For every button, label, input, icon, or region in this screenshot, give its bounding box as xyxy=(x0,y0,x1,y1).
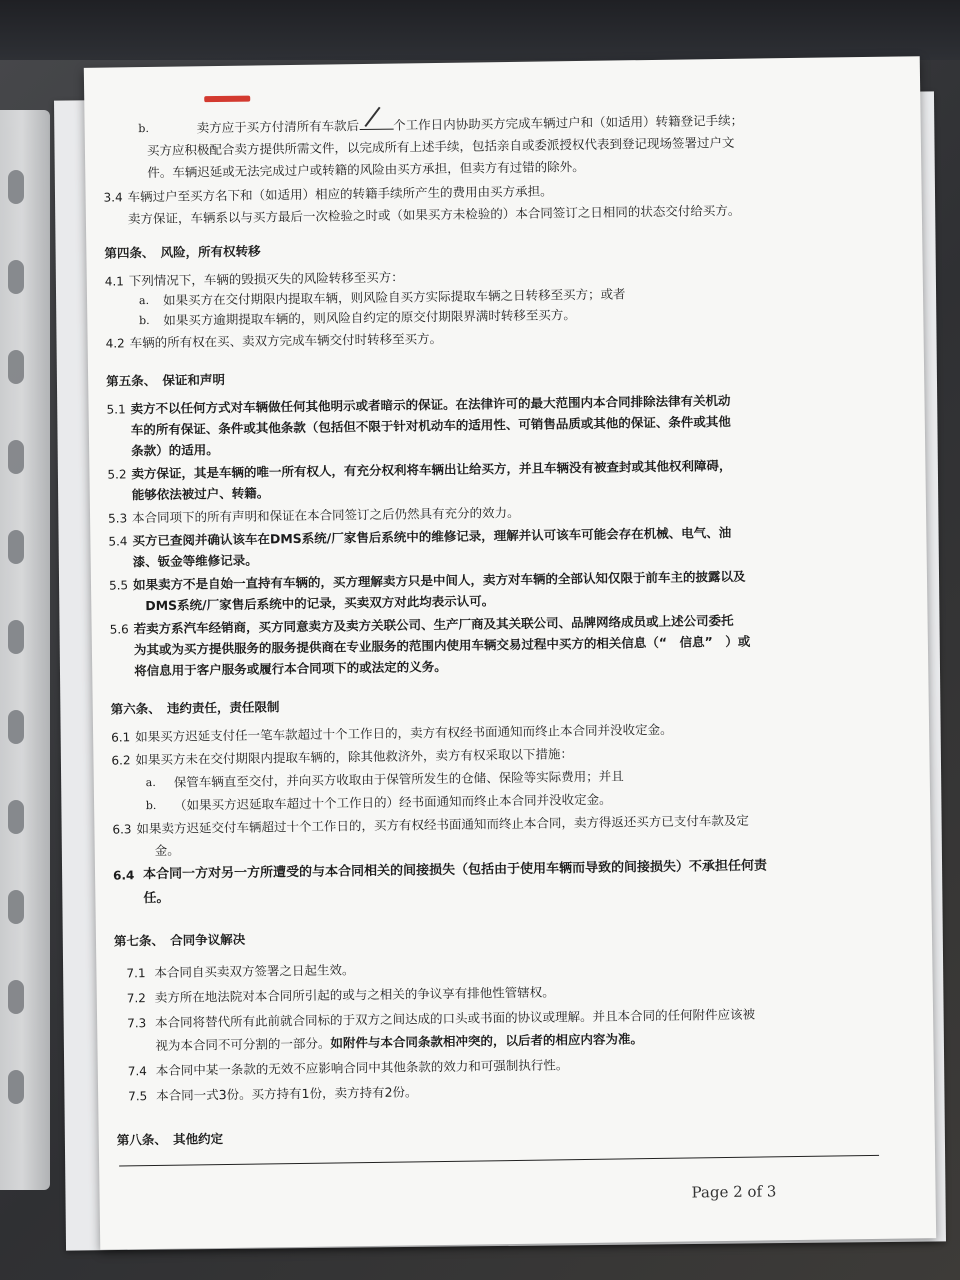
clause-text: 视为本合同不可分割的一部分。 xyxy=(155,1035,331,1053)
article-8-heading: 第八条、 其他约定 xyxy=(116,1131,224,1148)
handwritten-stroke xyxy=(364,107,380,127)
binder-hole xyxy=(8,170,24,204)
clause-text: 卖方所在地法院对本合同所引起的或与之相关的争议享有排他性管辖权。 xyxy=(154,984,555,1005)
clause-text: 卖方不以任何方式对车辆做任何其他明示或者暗示的保证。在法律许可的最大范围内本合同排除法律有关机动 xyxy=(130,392,731,417)
clause-text: 如果卖方不是自始一直持有车辆的，买方理解卖方只是中间人，卖方对车辆的全部认知仅限于前车主的披露以及 xyxy=(132,568,746,593)
clause-text: 条款）的适用。 xyxy=(131,442,219,459)
clause-number: 7.2 xyxy=(126,991,146,1006)
clause-text: 本合同一方对另一方所遭受的与本合同相关的间接损失（包括由于使用车辆而导致的间接损失）不承担任何责 xyxy=(142,858,768,883)
contract-content xyxy=(99,109,913,1151)
binder-hole xyxy=(8,260,24,294)
red-mark xyxy=(204,96,250,103)
clause-number: 5.2 xyxy=(107,467,127,482)
clause-number: 5.1 xyxy=(106,402,126,417)
clause-text: 如果买方逾期提取车辆的，则风险自约定的原交付期限界满时转移至买方。 xyxy=(163,307,576,328)
footer-rule xyxy=(119,1155,879,1167)
clause-text: 将信息用于客户服务或履行本合同项下的或法定的义务。 xyxy=(134,658,447,679)
sub-label: b. xyxy=(138,121,149,136)
sub-label: a. xyxy=(138,294,150,308)
binder-hole xyxy=(8,710,24,744)
clause-number: 7.1 xyxy=(126,966,146,981)
binder-hole xyxy=(8,620,24,654)
clause-text: 卖方应于买方付清所有车款后 xyxy=(196,118,360,136)
clause-text: 漆、钣金等维修记录。 xyxy=(132,552,258,570)
clause-number: 5.5 xyxy=(108,578,129,593)
clause-text: 如果买方迟延支付任一笔车款超过十个工作日的，卖方有权经书面通知而终止本合同并没收定金。 xyxy=(135,721,673,745)
clause-text: 能够依法被过户、转籍。 xyxy=(131,485,270,503)
clause-text: 买方已查阅并确认该车在DMS系统/厂家售后系统中的维修记录，理解并认可该车可能会存在机械、电气、油 xyxy=(132,524,732,549)
clause-text: 如果买方未在交付期限内提取车辆的，除其他救济外，卖方有权采取以下措施： xyxy=(135,746,574,768)
clause-text: 件。车辆迟延或无法完成过户或转籍的风险由买方承担，但卖方有过错的除外。 xyxy=(147,158,585,181)
clause-text: 车辆过户至买方名下和（如适用）相应的转籍手续所产生的费用由买方承担。 xyxy=(127,183,553,205)
clause-number: 6.3 xyxy=(112,822,132,837)
clause-text: （如果买方迟延取车超过十个工作日的）经书面通知而终止本合同并没收定金。 xyxy=(173,791,612,813)
clause-text: 本合同自买卖双方签署之日起生效。 xyxy=(154,962,355,980)
clause-text: 车的所有保证、条件或其他条款（包括但不限于针对机动车的适用性、可销售品质或其他的保证、条件或其他 xyxy=(130,413,731,438)
clause-number: 5.3 xyxy=(107,511,128,526)
binder-hole xyxy=(8,530,24,564)
clause-text: 保管车辆直至交付，并向买方收取由于保管所发生的仓储、保险等实际费用；并且 xyxy=(173,768,624,790)
clause-number: 4.2 xyxy=(105,336,125,351)
clause-number: 5.4 xyxy=(108,534,128,549)
sub-label: b. xyxy=(145,798,157,813)
desk-background xyxy=(0,0,960,60)
clause-text: 如果买方在交付期限内提取车辆，则风险自买方实际提取车辆之日转移至买方；或者 xyxy=(162,286,626,308)
article-7-heading: 第七条、 合同争议解决 xyxy=(113,931,246,949)
binder-hole xyxy=(8,440,24,474)
clause-text: 本合同将替代所有此前就合同标的于双方之间达成的口头或书面的协议或理解。并且本合同的任何附件应该被 xyxy=(155,1006,756,1030)
clause-text: 卖方保证，车辆系以与买方最后一次检验之时或（如果买方未检验的）本合同签订之日相同的状态交付给买方。 xyxy=(127,202,741,227)
binder-hole xyxy=(8,800,24,834)
clause-text: 金。 xyxy=(154,842,180,858)
clause-number: 6.4 xyxy=(112,868,135,883)
binder-sleeve xyxy=(0,110,50,1190)
clause-text: 买方应积极配合卖方提供所需文件，以完成所有上述手续，包括亲自或委派授权代表到登记现场签署过户文 xyxy=(146,134,735,159)
clause-text: 任。 xyxy=(143,890,170,907)
clause-text: 车辆的所有权在买、卖双方完成车辆交付时转移至买方。 xyxy=(129,330,443,351)
page-number: Page 2 of 3 xyxy=(691,1182,777,1202)
clause-number: 7.5 xyxy=(128,1089,148,1104)
clause-text: 卖方保证，其是车辆的唯一所有权人，有充分权利将车辆出让给买方，并且车辆没有被查封或其他权利障碍， xyxy=(131,457,732,482)
article-5-heading: 第五条、 保证和声明 xyxy=(106,371,226,389)
binder-hole xyxy=(8,350,24,384)
clause-number: 4.1 xyxy=(104,274,124,289)
clause-text: 个工作日内协助买方完成车辆过户和（如适用）转籍登记手续； xyxy=(393,112,744,133)
article-6-heading: 第六条、 违约责任，责任限制 xyxy=(110,699,280,717)
contract-page xyxy=(84,56,936,1250)
binder-hole xyxy=(8,890,24,924)
sub-label: b. xyxy=(138,314,150,328)
clause-number: 7.3 xyxy=(127,1016,147,1031)
clause-number: 5.6 xyxy=(109,622,129,637)
handwritten-blank xyxy=(359,117,393,130)
binder-hole xyxy=(8,980,24,1014)
clause-7-5 xyxy=(128,1075,912,1106)
clause-text: 如附件与本合同条款相冲突的，以后者的相应内容为准。 xyxy=(330,1031,644,1051)
binder-hole xyxy=(8,1070,24,1104)
sub-label: a. xyxy=(145,775,156,790)
clause-text: 本合同项下的所有声明和保证在本合同签订之后仍然具有充分的效力。 xyxy=(131,504,520,526)
clause-text: 如果卖方迟延交付车辆超过十个工作日的，买方有权经书面通知而终止本合同，卖方得返还买方已支付车款及定 xyxy=(136,812,749,837)
clause-text: 下列情况下，车辆的毁损灭失的风险转移至买方： xyxy=(128,269,404,289)
article-4-heading: 第四条、 风险，所有权转移 xyxy=(104,243,261,261)
clause-text: 若卖方系汽车经销商，买方同意卖方及卖方关联公司、生产厂商及其关联公司、品牌网络成员或上述公司委托 xyxy=(133,612,734,637)
clause-text: 本合同一式3份。买方持有1份，卖方持有2份。 xyxy=(156,1084,418,1103)
clause-number: 7.4 xyxy=(127,1064,147,1079)
clause-number: 6.1 xyxy=(111,730,131,745)
clause-number: 3.4 xyxy=(103,190,123,205)
clause-text: 为其或为买方提供服务的服务提供商在专业服务的范围内使用车辆交易过程中买方的相关信息（“ 信息” ）或 xyxy=(133,633,751,658)
clause-number: 6.2 xyxy=(111,753,131,768)
clause-text: DMS系统/厂家售后系统中的记录，买卖双方对此均表示认可。 xyxy=(145,593,495,614)
clause-text: 本合同中某一条款的无效不应影响合同中其他条款的效力和可强制执行性。 xyxy=(155,1057,569,1078)
